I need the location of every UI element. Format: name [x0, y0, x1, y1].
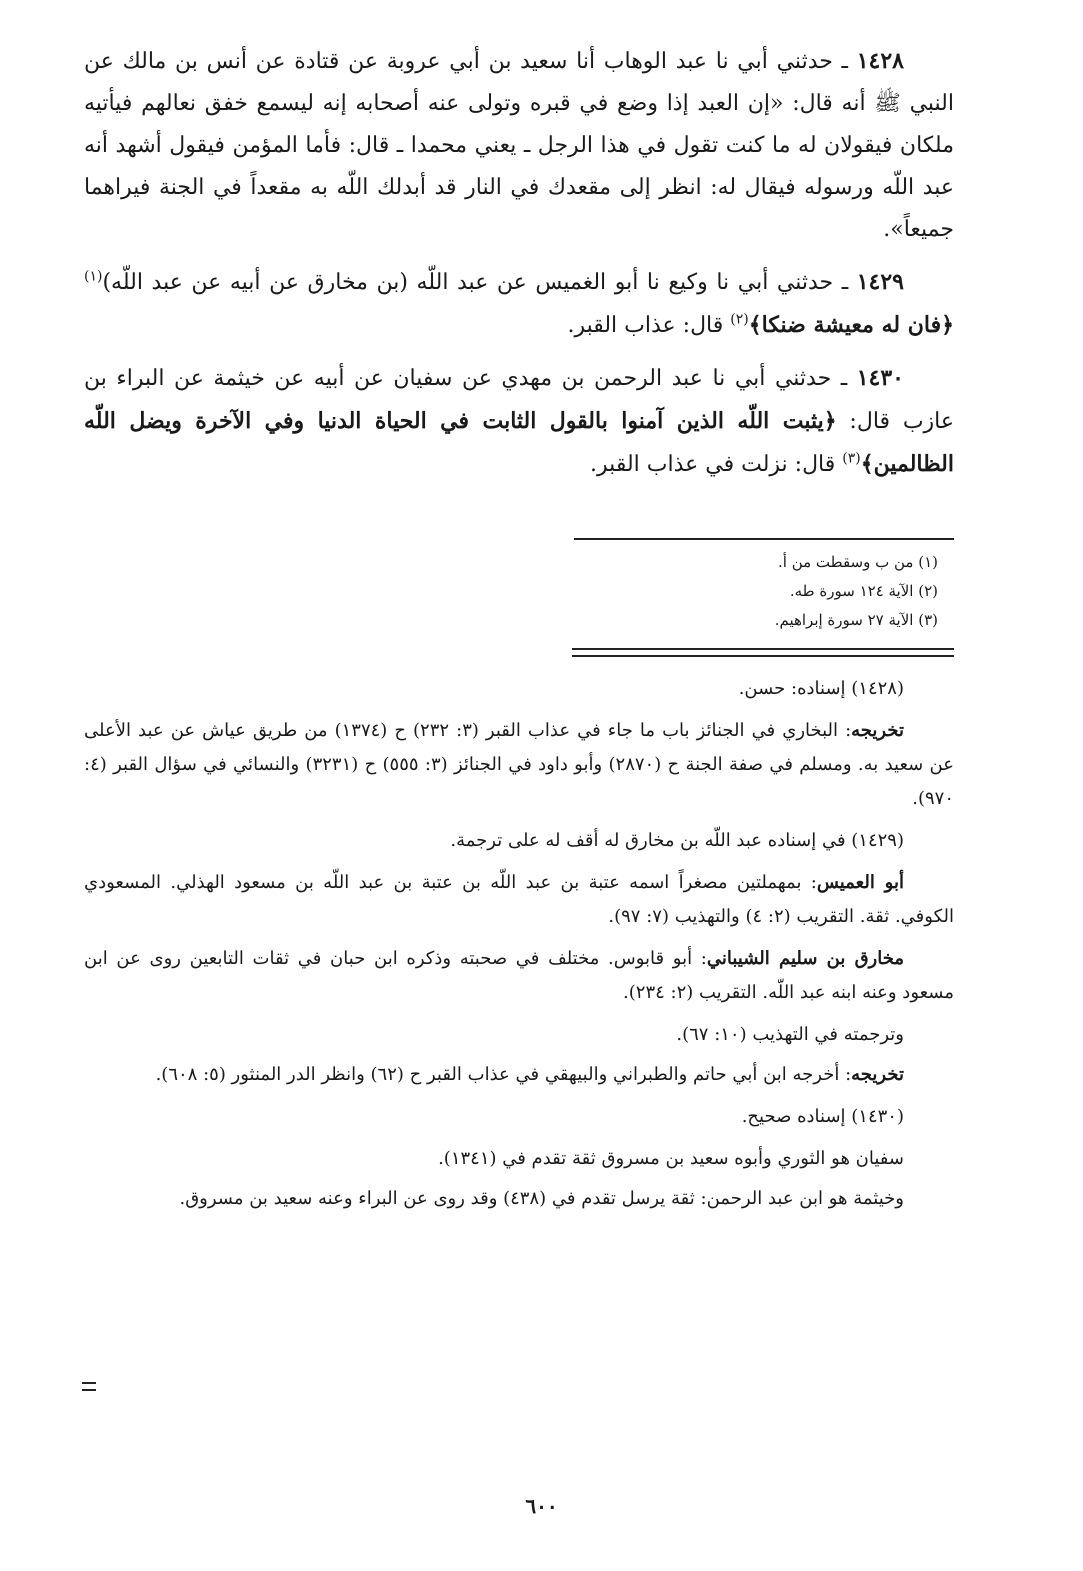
- hadith-text: ـ حدثني أبي نا عبد الرحمن بن مهدي عن سفيان عن أبيه عن خيثمة عن البراء بن عازب قال:: [84, 366, 954, 434]
- hadith-number: ١٤٢٨: [856, 48, 904, 74]
- continuation-mark: [82, 1382, 96, 1391]
- footnote: (٢) الآية ١٢٤ سورة طه.: [789, 582, 938, 600]
- footnote: (٣) الآية ٢٧ سورة إبراهيم.: [774, 611, 938, 629]
- double-divider: [572, 648, 954, 657]
- quran-quote: ﴿فان له معيشة ضنكا﴾: [748, 312, 954, 338]
- note-sufyan: سفيان هو الثوري وأبوه سعيد بن مسروق ثقة تقدم في (١٣٤١).: [438, 1148, 904, 1169]
- note-mukhariq: مخارق بن سليم الشيباني: أبو قابوس. مختلف في صحبته وذكره ابن حبان في ثقات التابعين روى عن ابن مسعود وعنه ابنه عبد اللّه. التقريب (٢: ٢٣٤).: [84, 948, 954, 1003]
- note-1430-isnad: (١٤٣٠) إسناده صحيح.: [741, 1106, 904, 1127]
- hadith-text: ـ حدثني أبي نا وكيع نا أبو الغميس عن عبد اللّه (بن مخارق عن أبيه عن عبد اللّه): [102, 270, 857, 295]
- note-abu-al-umais: أبو العميس: بمهملتين مصغراً اسمه عتبة بن عبد اللّه بن عتبة بن عبد اللّه بن مسعود الهذلي. المسعودي الكوفي. ثقة. التقريب (٢: ٤) والتهذيب (٧: ٩٧).: [84, 872, 954, 927]
- note-1428-takhrij: تخريجه: البخاري في الجنائز باب ما جاء في عذاب القبر (٣: ٢٣٢) ح (١٣٧٤) من طريق عياش عن عبد الأعلى عن سعيد به. ومسلم في صفة الجنة ح (٢٨٧٠) وأبو داود في الجنائز (٣: ٥٥٥) ح (٣٢٣١) والنسائي في سؤال القبر (٤: ٩٧٠).: [84, 720, 954, 809]
- footnote-ref: (٢): [730, 311, 749, 328]
- note-1428-isnad: (١٤٢٨) إسناده: حسن.: [738, 678, 904, 699]
- hadith-1430: [84, 357, 954, 486]
- footnote-divider: [574, 538, 954, 540]
- note-tahdhib: وترجمته في التهذيب (١٠: ٦٧).: [676, 1024, 904, 1045]
- footnotes: [574, 548, 938, 635]
- hadith-number: ١٤٣٠: [856, 365, 904, 391]
- footnote-ref: (٣): [842, 450, 861, 467]
- main-text: [84, 40, 954, 496]
- footnote: (١) من ب وسقطت من أ.: [777, 553, 938, 571]
- note-1429-isnad: (١٤٢٩) في إسناده عبد اللّه بن مخارق له أقف له على ترجمة.: [450, 830, 904, 851]
- quran-quote: ﴿يثبت اللّه الذين آمنوا بالقول الثابت في الحياة الدنيا وفي الآخرة ويضل اللّه الظالمين﴾: [84, 408, 954, 477]
- note-1429-takhrij: تخريجه: أخرجه ابن أبي حاتم والطبراني والبيهقي في عذاب القبر ح (٦٢) وانظر الدر المنثور (٥: ٦٠٨).: [155, 1064, 904, 1085]
- footnote-ref: (١): [84, 268, 103, 285]
- hadith-number: ١٤٢٩: [856, 269, 904, 295]
- hadith-text: ـ حدثني أبي نا عبد الوهاب أنا سعيد بن أبي عروبة عن قتادة عن أنس بن مالك عن النبي ﷺ أنه قال: «إن العبد إذا وضع في قبره وتولى عنه أصحابه إنه ليسمع خفق نعالهم فيأتيه ملكان فيقولان له ما كنت تقول في هذا الرجل ـ يعني محمدا ـ قال: فأما المؤمن فيقول أشهد أنه عبد اللّه ورسوله فيقال له: انظر إلى مقعدك في النار قد أبدلك اللّه به مقعداً في الجنة فيراهما جميعاً».: [84, 49, 954, 242]
- hadith-1429: [84, 261, 954, 347]
- hadith-1428: [84, 40, 954, 251]
- page-number: ٦٠٠: [525, 1494, 558, 1518]
- hadith-text: قال: نزلت في عذاب القبر.: [590, 452, 843, 477]
- note-khaythama: وخيثمة هو ابن عبد الرحمن: ثقة يرسل تقدم في (٤٣٨) وقد روى عن البراء وعنه سعيد بن مسروق.: [179, 1188, 904, 1209]
- commentary: [84, 672, 954, 1224]
- hadith-text: قال: عذاب القبر.: [567, 313, 731, 338]
